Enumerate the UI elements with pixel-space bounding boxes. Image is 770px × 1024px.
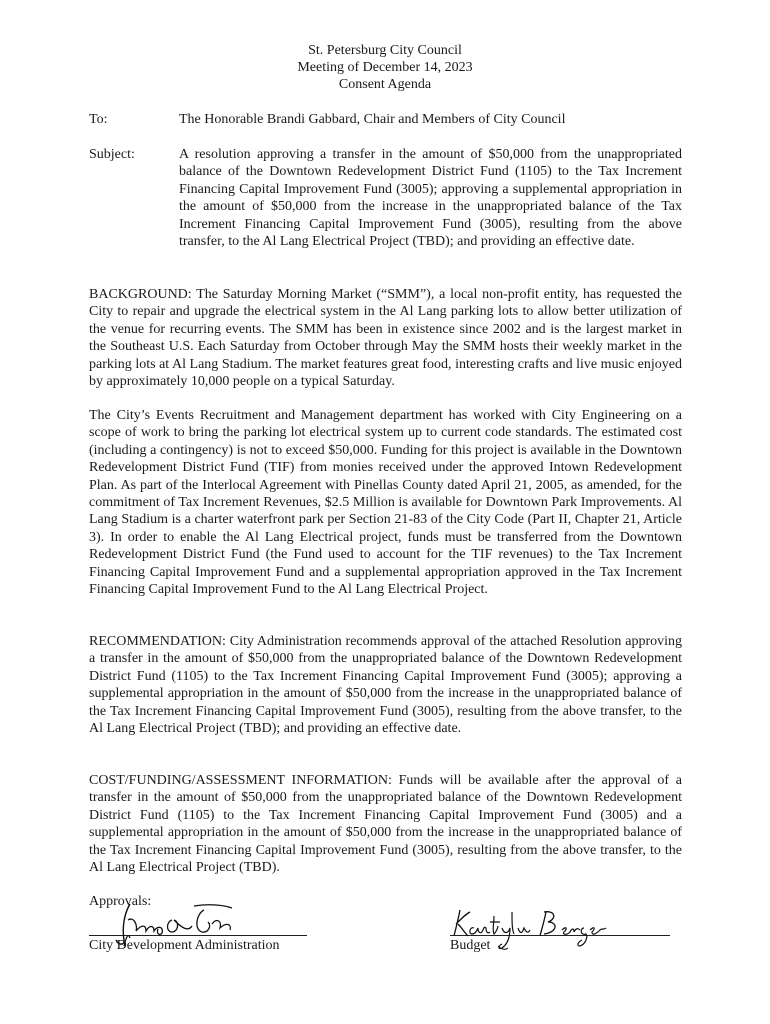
meeting-date: Meeting of December 14, 2023 (297, 60, 473, 75)
left-signature-caption: City Development Administration (89, 938, 280, 953)
subject-text: A resolution approving a transfer in the amount of $50,000 from the unappropriated balance of the Downtown Redevelopment District Fund (1105) to the Tax Increment Financing Capital Improvement Fund (3005); approving a supplemental appropriation in the amount of $50,000 from the increase in the unappropriated balance of the Tax Increment Financing Capital Improvement Fund (3005), resulting from the above transfer, to the Al Lang Electrical Project (TBD); and providing an effective date. (179, 147, 682, 250)
to-recipients: The Honorable Brandi Gabbard, Chair and Members of City Council (179, 112, 566, 127)
to-label: To: (89, 112, 108, 127)
cost-funding-paragraph: COST/FUNDING/ASSESSMENT INFORMATION: Funds will be available after the approval of a transfer in the amount of $50,000 from the unappropriated balance of the Downtown Redevelopment District Fund (1105) to the Tax Increment Financing Capital Improvement Fund (3005) and a supplemental appropriation in the amount of $50,000 from the increase in the unappropriated balance of the Tax Increment Financing Capital Improvement Fund (3005), resulting from the above transfer, to the Al Lang Electrical Project (TBD). (89, 773, 682, 876)
right-signature-caption: Budget (450, 938, 491, 953)
recommendation-paragraph: RECOMMENDATION: City Administration recommends approval of the attached Resolution approving a transfer in the amount of $50,000 from the unappropriated balance of the Downtown Redevelopment District Fund (1105) to the Tax Increment Financing Capital Improvement Fund (3005); approving a supplemental appropriation in the amount of $50,000 from the increase in the unappropriated balance of the Tax Increment Financing Capital Improvement Fund (3005), resulting from the above transfer, to the Al Lang Electrical Project (TBD); and providing an effective date. (89, 634, 682, 737)
council-name: St. Petersburg City Council (308, 43, 462, 58)
subject-label: Subject: (89, 147, 135, 162)
agenda-type: Consent Agenda (338, 77, 432, 92)
background-paragraph: BACKGROUND: The Saturday Morning Market (“SMM”), a local non-profit entity, has requested the City to repair and upgrade the electrical system in the Al Lang parking lots to allow better utilization of the venue for recurring events. The SMM has been in existence since 2002 and is the largest market in the Southeast U.S. Each Saturday from October through May the SMM hosts their weekly market in the parking lots at Al Lang Stadium. The market features great food, interesting crafts and live music enjoyed by approximately 10,000 people on a typical Saturday. (89, 287, 682, 390)
events-paragraph: The City’s Events Recruitment and Management department has worked with City Engineering on a scope of work to bring the parking lot electrical system up to current code standards. The estimated cost (including a contingency) is not to exceed $50,000. Funding for this project is available in the Downtown Redevelopment District Fund (TIF) from monies received under the approved Intown Redevelopment Plan. As part of the Interlocal Agreement with Pinellas County dated April 21, 2005, as amended, for the commitment of Tax Increment Revenues, $2.5 Million is available for Downtown Park Improvements. Al Lang Stadium is a charter waterfront park per Section 21-83 of the City Code (Part II, Chapter 21, Article 3). In order to enable the Al Lang Electrical project, funds must be transferred from the Downtown Redevelopment District Fund (the Fund used to account for the TIF revenues) to the Tax Increment Financing Capital Improvement Fund and a supplemental appropriation approved in the Tax Increment Financing Capital Improvement Fund to the Al Lang Electrical Project. (89, 408, 682, 598)
approvals-label: Approvals: (89, 894, 152, 909)
document-header (0, 42, 770, 93)
